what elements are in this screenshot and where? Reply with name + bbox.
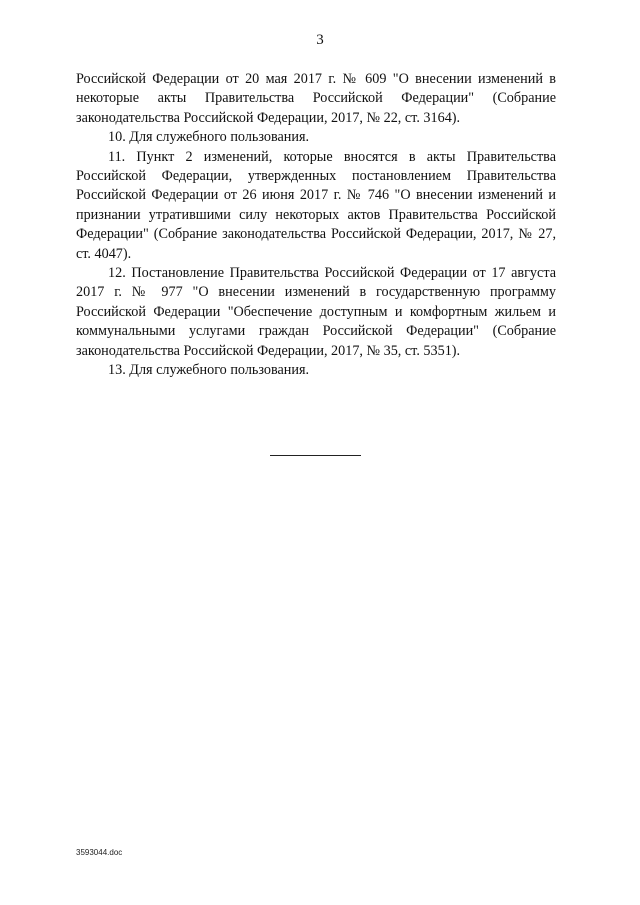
end-divider-line xyxy=(270,455,361,456)
paragraph-item-12: 12. Постановление Правительства Российской Федерации от 17 августа 2017 г. № 977 "О внесении изменений в государственную программу Российской Федерации "Обеспечение доступным и комфортным жильем и коммунальными услугами граждан Российской Федерации" (Собрание законодательства Российской Федерации, 2017, № 35, ст. 5351). xyxy=(76,265,556,359)
paragraph-item-10: 10. Для служебного пользования. xyxy=(108,129,310,146)
paragraph-item-11: 11. Пункт 2 изменений, которые вносятся в акты Правительства Российской Федерации, утвержденных постановлением Правительства Российской Федерации от 26 июня 2017 г. № 746 "О внесении изменений и признании утратившими силу некоторых актов Правительства Российской Федерации" (Собрание законодательства Российской Федерации, 2017, № 27, ст. 4047). xyxy=(76,148,556,262)
footer-filename: 3593044.doc xyxy=(76,848,123,857)
document-body xyxy=(76,70,556,381)
paragraph-item-13: 13. Для служебного пользования. xyxy=(108,362,310,379)
page-number: 3 xyxy=(316,32,324,48)
paragraph-continuation: Российской Федерации от 20 мая 2017 г. № 609 "О внесении изменений в некоторые акты Правительства Российской Федерации" (Собрание законодательства Российской Федерации, 2017, № 22, ст. 3164). xyxy=(76,71,556,126)
